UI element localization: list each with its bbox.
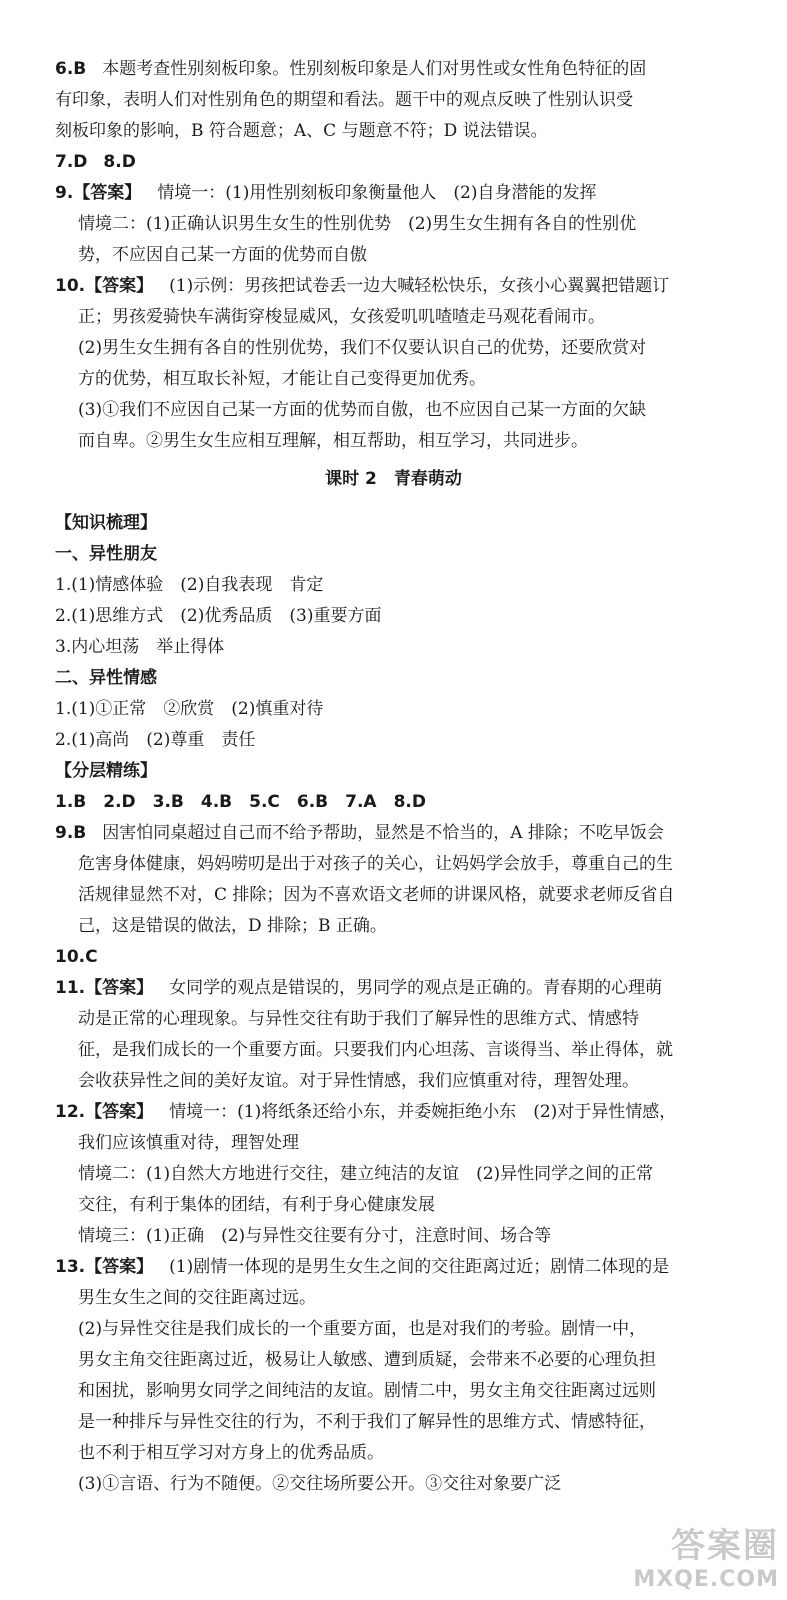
practice-9-line-4: 己，这是错误的做法，D 排除；B 正确。 (78, 916, 387, 936)
answer-10-line-3: (2)男生女生拥有各自的性别优势，我们不仅要认识自己的优势，还要欣赏对 (78, 338, 647, 358)
answer-9-line-2: 情境二：(1)正确认识男生女生的性别优势 (2)男生女生拥有各自的性别优 (78, 214, 637, 234)
practice-11-line-2: 动是正常的心理现象。与异性交往有助于我们了解异性的思维方式、情感特 (78, 1009, 639, 1029)
answer-7: 7.D (55, 152, 88, 172)
question-number: 9.【答案】 (55, 183, 142, 203)
knowledge-item-1: 1.(1)情感体验 (2)自我表现 肯定 (55, 575, 324, 595)
practice-10-line: 10.C (55, 947, 98, 967)
answer-6-line-3: 刻板印象的影响，B 符合题意；A、C 与题意不符；D 说法错误。 (55, 121, 548, 141)
question-number: 6.B (55, 59, 87, 79)
practice-13-line-6: 是一种排斥与异性交往的行为，不利于我们了解异性的思维方式、情感特征， (78, 1412, 656, 1432)
answer-text: (1)示例：男孩把试卷丢一边大喊轻松快乐，女孩小心翼翼把错题订 (169, 276, 670, 296)
subsection-heading-feelings: 二、异性情感 (55, 668, 157, 688)
practice-9-line-2: 危害身体健康，妈妈唠叨是出于对孩子的关心，让妈妈学会放手，尊重自己的生 (78, 854, 673, 874)
practice-13-line-3: (2)与异性交往是我们成长的一个重要方面，也是对我们的考验。剧情一中， (78, 1319, 647, 1339)
section-heading-knowledge: 【知识梳理】 (55, 513, 157, 533)
answer-9-line-3: 势，不应因自己某一方面的优势而自傲 (78, 245, 367, 265)
practice-13-line-4: 男女主角交往距离过近，极易让人敏感、遭到质疑，会带来不必要的心理负担 (78, 1350, 656, 1370)
practice-13-line-5: 和困扰，影响男女同学之间纯洁的友谊。剧情二中，男女主角交往距离过远则 (78, 1381, 656, 1401)
answer-text: (1)剧情一体现的是男生女生之间的交往距离过近；剧情二体现的是 (169, 1257, 670, 1277)
practice-9-line-3: 活规律显然不对，C 排除；因为不喜欢语文老师的讲课风格，就要求老师反省自 (78, 885, 675, 905)
knowledge-item-5: 2.(1)高尚 (2)尊重 责任 (55, 730, 256, 750)
practice-13-line-8: (3)①言语、行为不随便。②交往场所要公开。③交往对象要广泛 (78, 1474, 562, 1494)
answer-10-line-4: 方的优势，相互取长补短，才能让自己变得更加优秀。 (78, 369, 486, 389)
answer-text: 女同学的观点是错误的，男同学的观点是正确的。青春期的心理萌 (169, 978, 663, 998)
practice-12-line-2: 我们应该慎重对待，理智处理 (78, 1133, 299, 1153)
question-number: 11.【答案】 (55, 978, 154, 998)
practice-11-line-4: 会收获异性之间的美好友谊。对于异性情感，我们应慎重对待，理智处理。 (78, 1071, 639, 1091)
watermark-url: MXQE.COM (633, 1567, 779, 1592)
subsection-heading-friends: 一、异性朋友 (55, 544, 157, 564)
knowledge-item-2: 2.(1)思维方式 (2)优秀品质 (3)重要方面 (55, 606, 382, 626)
practice-12-line-4: 交往，有利于集体的团结，有利于身心健康发展 (78, 1195, 435, 1215)
answer-text: 情境一：(1)用性别刻板印象衡量他人 (2)自身潜能的发挥 (157, 183, 597, 203)
answer-7-8-line (0, 149, 787, 175)
practice-12-line-3: 情境二：(1)自然大方地进行交往，建立纯洁的友谊 (2)异性同学之间的正常 (78, 1164, 654, 1184)
practice-11-line (0, 975, 787, 1001)
question-number: 13.【答案】 (55, 1257, 154, 1277)
choice-answers-line: 1.B 2.D 3.B 4.B 5.C 6.B 7.A 8.D (55, 792, 426, 812)
knowledge-item-4: 1.(1)①正常 ②欣赏 (2)慎重对待 (55, 699, 324, 719)
practice-13-line-2: 男生女生之间的交往距离过远。 (78, 1288, 316, 1308)
practice-13-line-7: 也不利于相互学习对方身上的优秀品质。 (78, 1443, 384, 1463)
question-number: 12.【答案】 (55, 1102, 154, 1122)
answer-9-line (0, 180, 787, 206)
lesson-title: 课时 2 青春萌动 (325, 469, 462, 489)
question-number: 10.【答案】 (55, 276, 154, 296)
practice-13-line (0, 1254, 787, 1280)
site-watermark (633, 1518, 779, 1592)
answer-10-line-6: 而自卑。②男生女生应相互理解，相互帮助，相互学习，共同进步。 (78, 431, 588, 451)
knowledge-item-3: 3.内心坦荡 举止得体 (55, 637, 225, 657)
practice-9-line (0, 820, 787, 846)
section-heading-practice: 【分层精练】 (55, 761, 157, 781)
answer-10-line-5: (3)①我们不应因自己某一方面的优势而自傲，也不应因自己某一方面的欠缺 (78, 400, 647, 420)
answer-text: 本题考查性别刻板印象。性别刻板印象是人们对男性或女性角色特征的固 (102, 59, 647, 79)
answer-10-line-2: 正；男孩爱骑快车满街穿梭显威风，女孩爱叽叽喳喳走马观花看闹市。 (78, 307, 605, 327)
answer-8: 8.D (103, 152, 136, 172)
practice-12-line-5: 情境三：(1)正确 (2)与异性交往要有分寸，注意时间、场合等 (78, 1226, 552, 1246)
practice-12-line (0, 1099, 787, 1125)
answer-text: 因害怕同桌超过自己而不给予帮助，显然是不恰当的，A 排除；不吃早饭会 (102, 823, 664, 843)
answer-10-line (0, 273, 787, 299)
practice-11-line-3: 征，是我们成长的一个重要方面。只要我们内心坦荡、言谈得当、举止得体，就 (78, 1040, 673, 1060)
answer-text: 情境一：(1)将纸条还给小东，并委婉拒绝小东 (2)对于异性情感， (169, 1102, 677, 1122)
answer-6-line (0, 56, 787, 82)
question-number: 9.B (55, 823, 87, 843)
watermark-logo-text: 答案圈 (671, 1526, 779, 1566)
answer-6-line-2: 有印象，表明人们对性别角色的期望和看法。题干中的观点反映了性别认识受 (55, 90, 633, 110)
